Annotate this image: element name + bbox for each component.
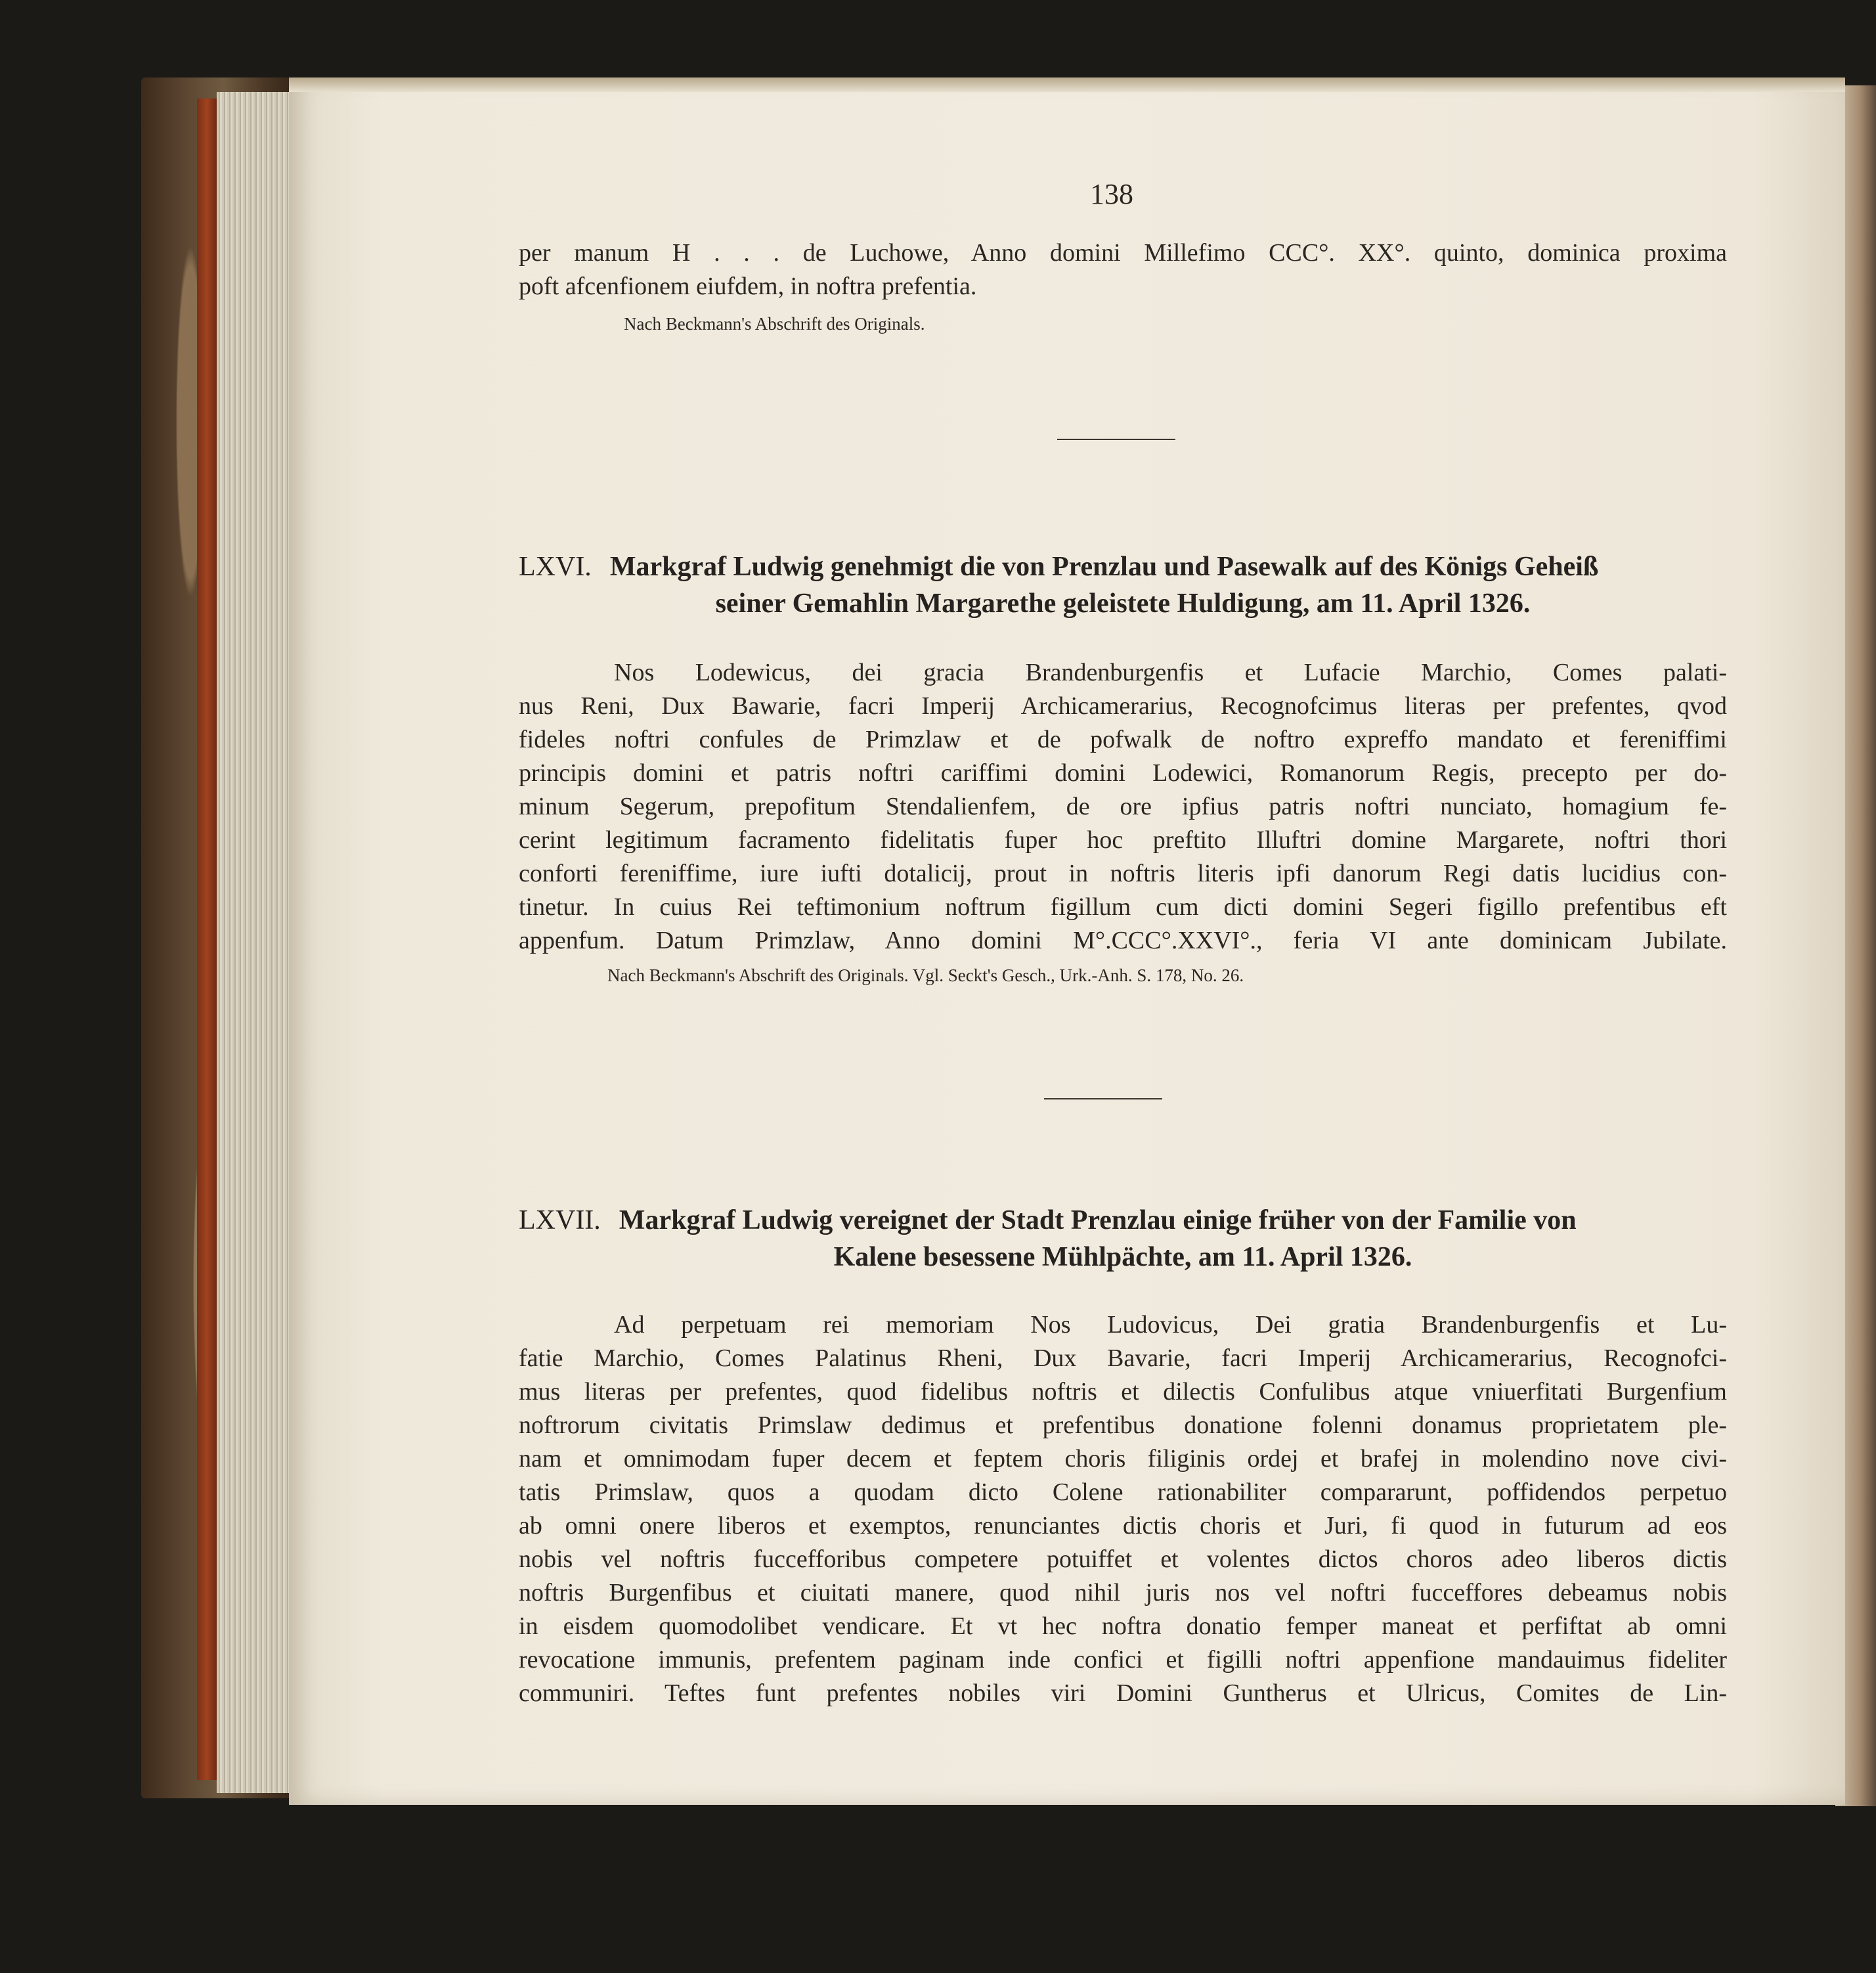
heading-line-1: Markgraf Ludwig genehmigt die von Prenzlau und Pasewalk auf des Königs Geheiß — [609, 552, 1599, 582]
page-number: 138 — [1090, 178, 1133, 210]
body-line: principis domini et patris noftri cariffimi domini Lodewici, Romanorum Regis, precepto per do- — [519, 759, 1727, 787]
body-line: nobis vel noftris fuccefforibus competere potuiffet et volentes dictos choros adeo liberos dictis — [519, 1545, 1727, 1573]
heading-line-2: seiner Gemahlin Margarethe geleistete Huldigung, am 11. April 1326. — [715, 588, 1531, 619]
body-line: communiri. Teftes funt prefentes nobiles viri Domini Guntherus et Ulricus, Comites de Lin- — [519, 1679, 1727, 1707]
body-line: tatis Primslaw, quos a quodam dicto Colene rationabiliter compararunt, poffidendos perpetuo — [519, 1478, 1727, 1506]
document-heading — [519, 1202, 1727, 1275]
body-line: tinetur. In cuius Rei teftimonium noftrum figillum cum dicti domini Segeri figillo prefentibus eft — [519, 893, 1727, 921]
section-divider — [1057, 439, 1175, 440]
body-line: fideles noftri confules de Primzlaw et de pofwalk de noftro expreffo mandato et fereniffimi — [519, 726, 1727, 753]
body-line: appenfum. Datum Primzlaw, Anno domini M°.CCC°.XXVI°., feria VI ante dominicam Jubilate. — [519, 927, 1727, 954]
page-edges — [217, 92, 289, 1793]
body-line: Nos Lodewicus, dei gracia Brandenburgenfis et Lufacie Marchio, Comes palati- — [614, 659, 1727, 686]
document-number: LXVI. — [519, 552, 592, 582]
body-line: minum Segerum, prepofitum Stendalienfem, de ore ipfius patris noftri nunciato, homagium fe- — [519, 793, 1727, 820]
body-line: noftrorum civitatis Primslaw dedimus et prefentibus donatione folenni donamus proprietatem ple- — [519, 1411, 1727, 1439]
body-line: noftris Burgenfibus et ciuitati manere, quod nihil juris nos vel noftri fucceffores debeamus nobis — [519, 1579, 1727, 1607]
body-line: ab omni onere liberos et exemptos, renunciantes dictis choris et Juri, fi quod in futurum ad eos — [519, 1512, 1727, 1540]
continuation-line: per manum H . . . de Luchowe, Anno domini Millefimo CCC°. XX°. quinto, dominica proxima — [519, 239, 1727, 267]
body-line: nus Reni, Dux Bawarie, facri Imperij Archicamerarius, Recognofcimus literas per prefentes, qvod — [519, 692, 1727, 720]
source-note: Nach Beckmann's Abschrift des Originals. Vgl. Seckt's Gesch., Urk.-Anh. S. 178, No. 26. — [607, 965, 1244, 985]
source-note: Nach Beckmann's Abschrift des Originals. — [624, 314, 925, 334]
body-line: revocatione immunis, prefentem paginam inde confici et figilli noftri appenfione mandauimus fideliter — [519, 1646, 1727, 1674]
body-line: in eisdem quomodolibet vendicare. Et vt hec noftra donatio femper maneat et perfiftat ab omni — [519, 1612, 1727, 1640]
continuation-block — [519, 236, 1727, 335]
body-line: Ad perpetuam rei memoriam Nos Ludovicus, Dei gratia Brandenburgenfis et Lu- — [614, 1311, 1727, 1339]
body-line: mus literas per prefentes, quod fidelibus noftris et dilectis Confulibus atque vniuerfitati Burgenfium — [519, 1378, 1727, 1406]
document-number: LXVII. — [519, 1205, 601, 1235]
heading-line-2: Kalene besessene Mühlpächte, am 11. April 1326. — [833, 1242, 1412, 1272]
body-line: conforti fereniffime, iure iufti dotalicij, prout in noftris literis ipfi danorum Regi datis lucidius con- — [519, 860, 1727, 887]
body-line: nam et omnimodam fuper decem et feptem choris filiginis ordej et brafej in molendino nove civi- — [519, 1445, 1727, 1473]
document-lxvi — [519, 548, 1727, 986]
body-line: cerint legitimum facramento fidelitatis fuper hoc preftito Illuftri domine Margarete, noftri thori — [519, 826, 1727, 854]
section-divider — [1044, 1098, 1162, 1099]
heading-line-1: Markgraf Ludwig vereignet der Stadt Prenzlau einige früher von der Familie von — [619, 1205, 1577, 1235]
document-heading — [519, 548, 1727, 622]
book-spine-edge — [197, 99, 217, 1780]
document-lxvii — [519, 1202, 1727, 1710]
body-line: fatie Marchio, Comes Palatinus Rheni, Dux Bavarie, facri Imperij Archicamerarius, Recognofci- — [519, 1344, 1727, 1372]
continuation-line: poft afcenfionem eiufdem, in noftra prefentia. — [519, 273, 977, 300]
